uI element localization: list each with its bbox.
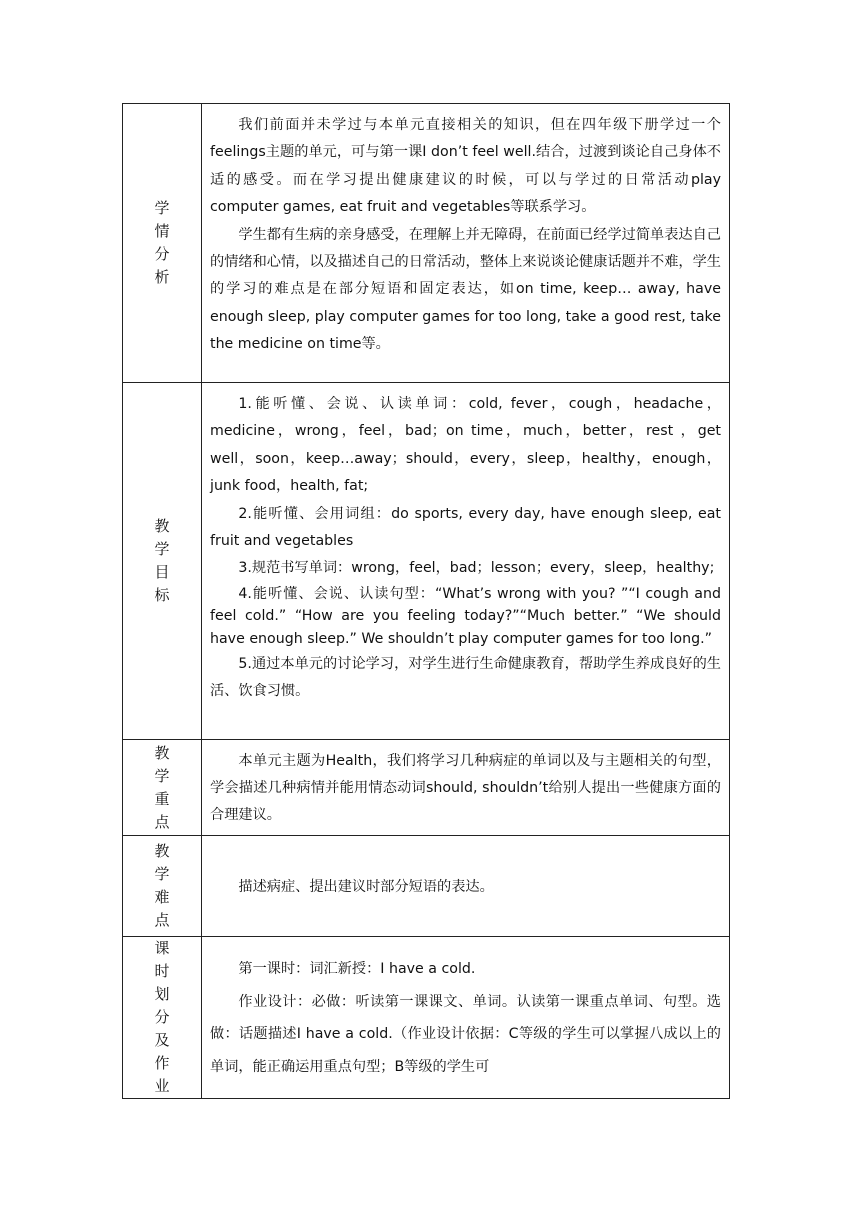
table-row: [123, 383, 730, 740]
paragraph: 描述病症、提出建议时部分短语的表达。: [238, 879, 494, 895]
learner-analysis-content: [202, 104, 730, 383]
label-char: 学: [154, 540, 170, 558]
table-row: [123, 740, 730, 836]
paragraph: 我们前面并未学过与本单元直接相关的知识，但在四年级下册学过一个feelings主题的单元，可与第一课I don’t feel well.结合，过渡到谈论自己身体不适的感受。而在学习提出健康建议的时候，可以与学过的日常活动play computer games, eat fruit and vegetables等联系学习。: [210, 117, 721, 216]
row-label-key-points: [123, 740, 202, 836]
goal-item: 5.通过本单元的讨论学习，对学生进行生命健康教育，帮助学生养成良好的生活、饮食习惯。: [210, 655, 721, 700]
label-char: 分: [154, 245, 170, 263]
label-char: 分: [154, 1008, 170, 1026]
label-char: 学: [154, 766, 170, 785]
table-row: [123, 836, 730, 937]
row-label-difficulties: [123, 836, 202, 937]
table-row: [123, 937, 730, 1099]
label-char: 难: [154, 888, 170, 906]
label-char: 学: [154, 865, 170, 883]
lesson-plan-table: [122, 103, 730, 1099]
label-char: 重: [154, 789, 170, 808]
difficulties-content: [202, 836, 730, 937]
label-char: 划: [154, 985, 170, 1003]
label-char: 情: [154, 222, 170, 240]
table-row: [123, 104, 730, 383]
goal-item: 3.规范书写单词：wrong，feel，bad；lesson；every，sleep，healthy;: [238, 560, 715, 577]
paragraph: 第一课时：词汇新授：I have a cold.: [238, 961, 476, 977]
paragraph: 作业设计：必做：听读第一课课文、单词。认读第一课重点单词、句型。选做：话题描述I have a cold.（作业设计依据：C等级的学生可以掌握八成以上的单词，能正确运用重点句型；B等级的学生可: [210, 993, 721, 1075]
teaching-goals-content: [202, 383, 730, 740]
label-char: 目: [154, 563, 170, 581]
label-char: 教: [154, 743, 170, 762]
label-char: 学: [154, 199, 170, 217]
label-char: 教: [154, 842, 170, 860]
label-char: 课: [154, 939, 170, 957]
label-char: 点: [154, 911, 170, 929]
row-label-lesson-plan: [123, 937, 202, 1099]
key-points-content: [202, 740, 730, 836]
paragraph: 学生都有生病的亲身感受，在理解上并无障碍，在前面已经学过简单表达自己的情绪和心情，以及描述自己的日常活动，整体上来说谈论健康话题并不难，学生的学习的难点是在部分短语和固定表达，如on time, keep… away, have enough sleep, play computer games for too long, take a good rest, take the medicine on time等。: [210, 226, 721, 353]
lesson-plan-content: [202, 937, 730, 1099]
goal-item: 1.能听懂、会说、认读单词：cold, fever，cough，headache，medicine，wrong，feel，bad；on time，much，better，rest ，get well，soon，keep…away；should，every，sleep，healthy，enough，junk food，health, fat;: [210, 396, 721, 495]
label-char: 析: [154, 268, 170, 286]
label-char: 教: [154, 517, 170, 535]
label-char: 标: [154, 586, 170, 604]
label-char: 作: [154, 1054, 170, 1072]
label-char: 时: [154, 962, 170, 980]
goal-item: 4.能听懂、会说、认读句型：“What’s wrong with you? ”“I cough and feel cold.” “How are you feeling today?”“Much better.” “We should have enough sleep.” We shouldn’t play computer games for too long.”: [210, 585, 721, 648]
row-label-teaching-goals: [123, 383, 202, 740]
row-label-learner-analysis: [123, 104, 202, 383]
goal-item: 2.能听懂、会用词组：do sports, every day, have enough sleep, eat fruit and vegetables: [210, 505, 721, 550]
label-char: 及: [154, 1031, 170, 1049]
paragraph: 本单元主题为Health，我们将学习几种病症的单词以及与主题相关的句型，学会描述几种病情并能用情态动词should, shouldn’t给别人提出一些健康方面的合理建议。: [210, 753, 721, 823]
label-char: 业: [154, 1077, 170, 1095]
label-char: 点: [154, 812, 170, 831]
